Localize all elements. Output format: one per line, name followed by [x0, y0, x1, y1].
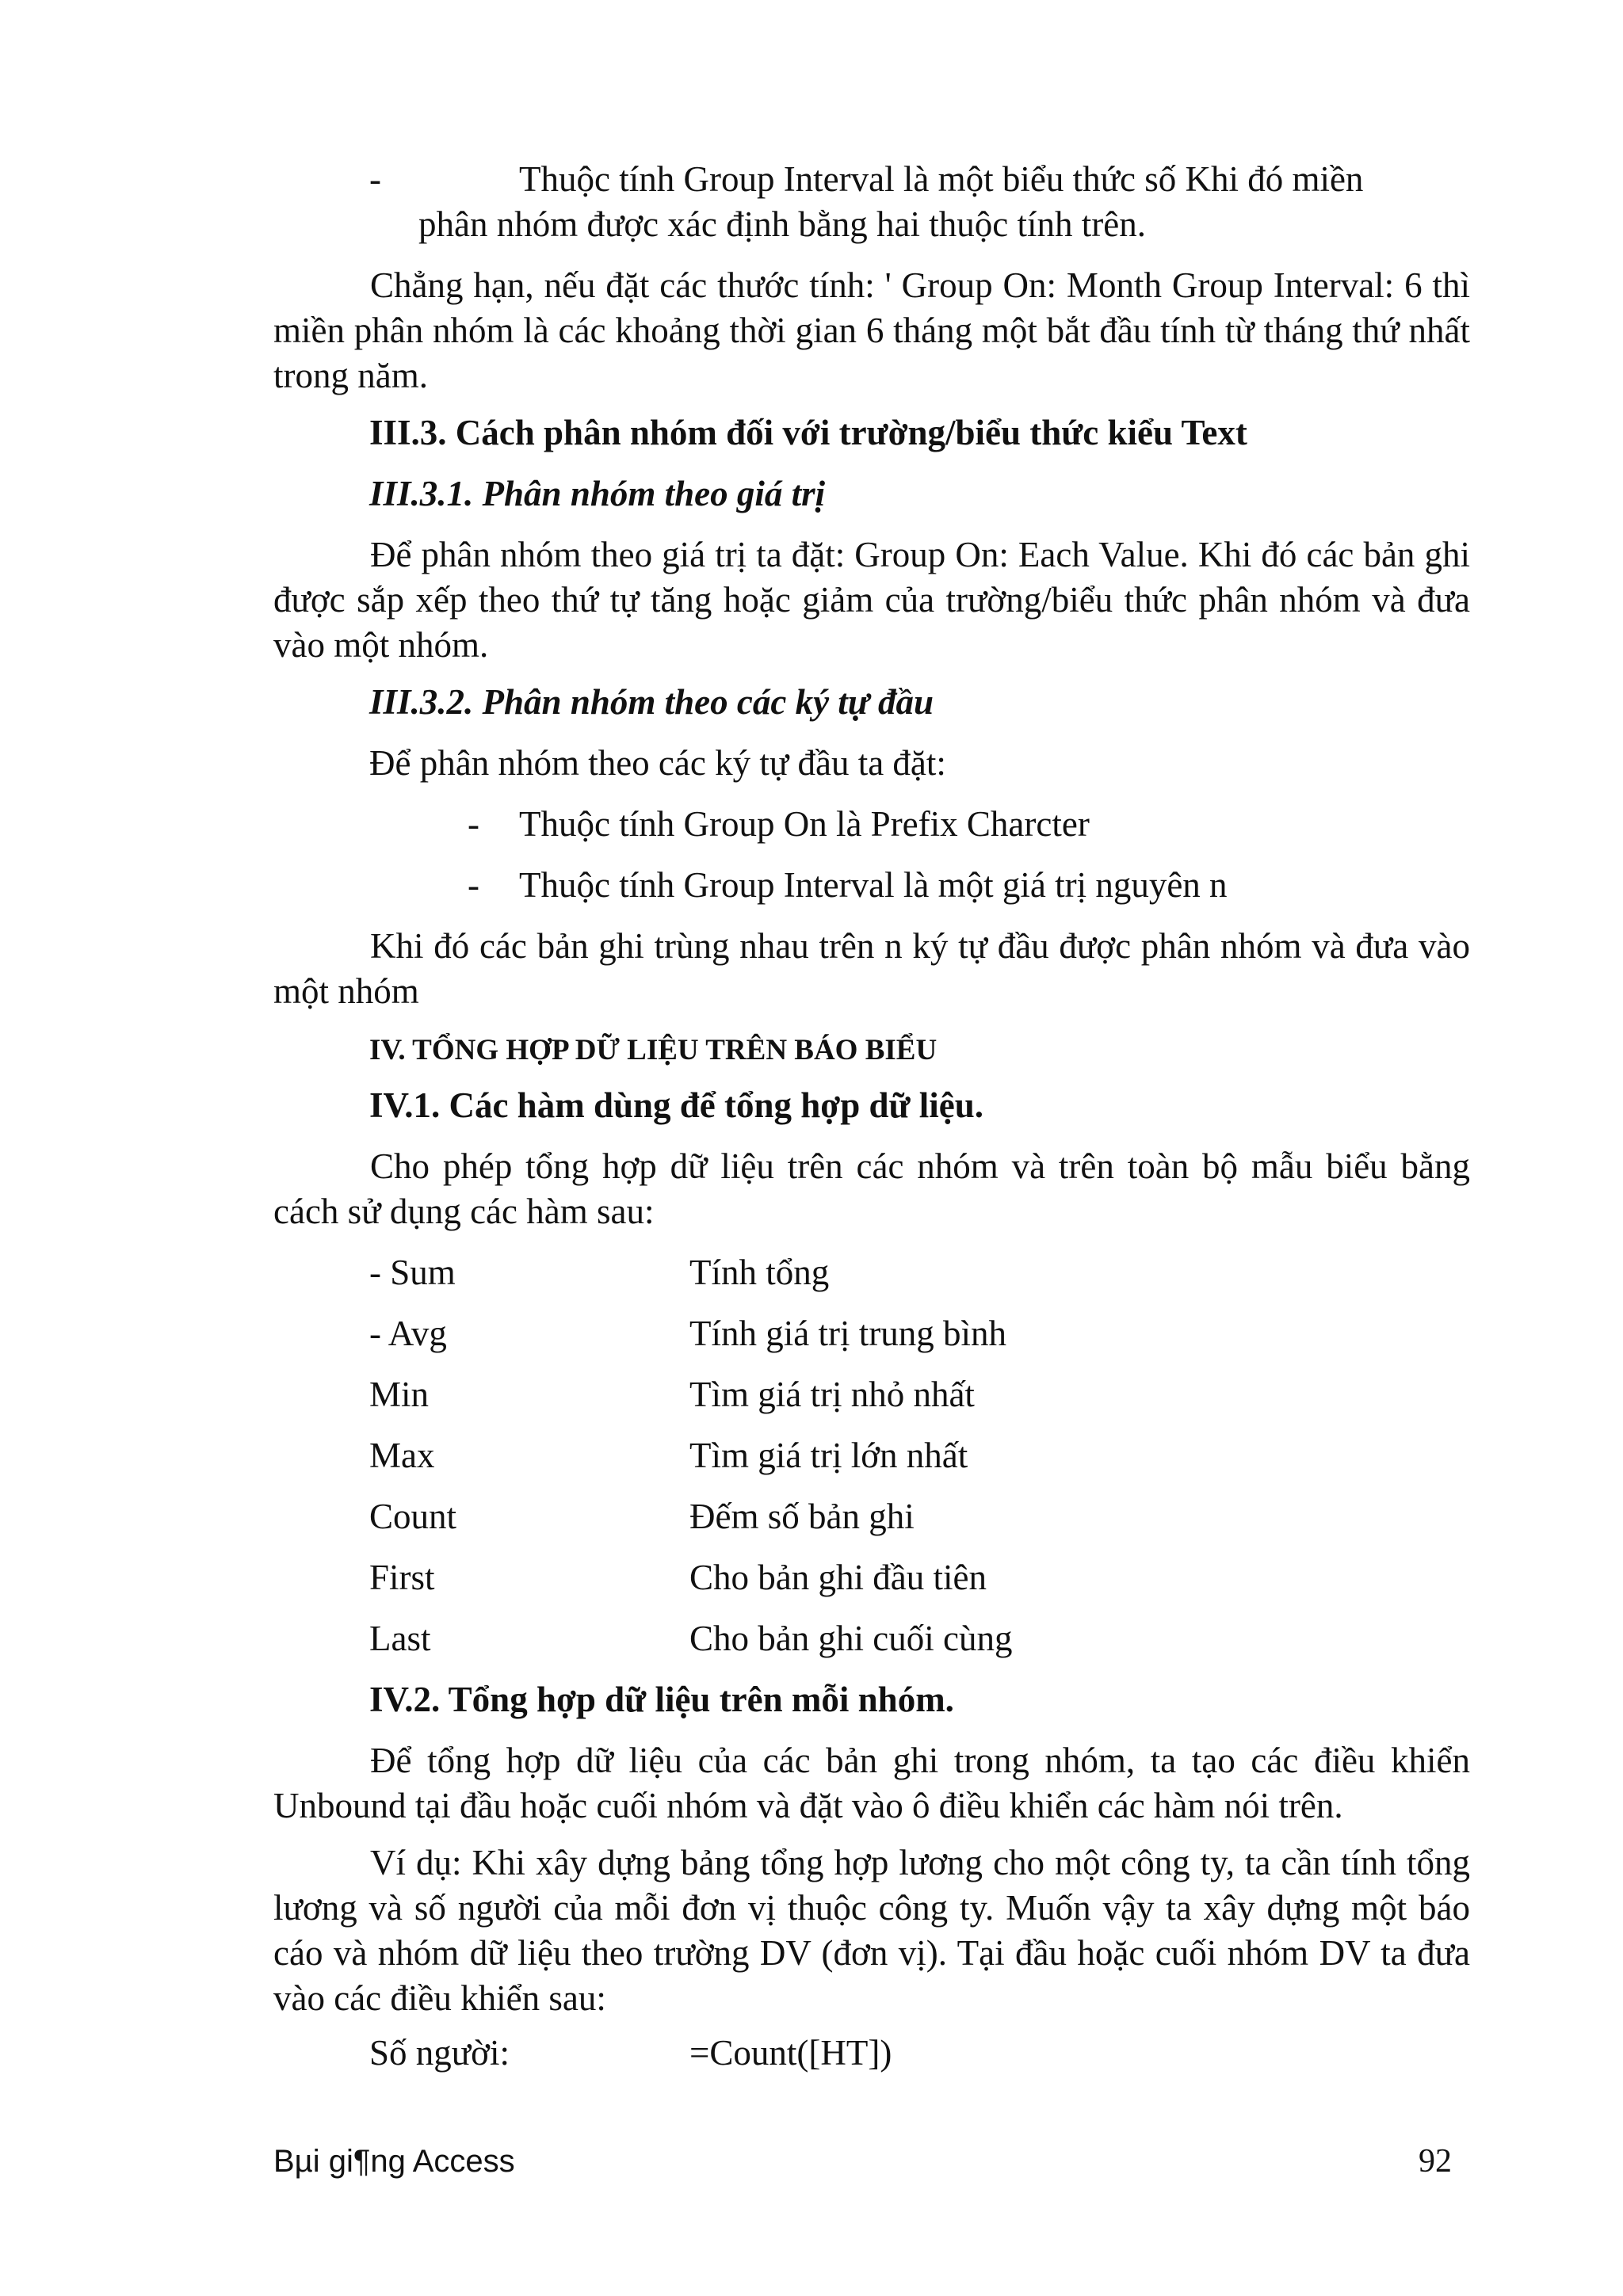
- paragraph-unbound-controls: Để tổng hợp dữ liệu của các bản ghi trong nhóm, ta tạo các điều khiển Unbound tại đầu hoặc cuối nhóm và đặt vào ô điều khiển các hàm nói trên.: [273, 1741, 1470, 1825]
- function-name: - Sum: [369, 1253, 456, 1292]
- function-desc: Tìm giá trị nhỏ nhất: [689, 1375, 975, 1414]
- function-name: Count: [369, 1497, 457, 1536]
- paragraph-functions-intro: Cho phép tổng hợp dữ liệu trên các nhóm và trên toàn bộ mẫu biểu bằng cách sử dụng các hàm sau:: [273, 1146, 1470, 1231]
- paragraph-salary-example: Ví dụ: Khi xây dựng bảng tổng hợp lương cho một công ty, ta cần tính tổng lương và số người của mỗi đơn vị thuộc công ty. Muốn vậy ta xây dựng một báo cáo và nhóm dữ liệu theo trường DV (đơn vị). Tại đầu hoặc cuối nhóm DV ta đưa vào các điều khiển sau:: [273, 1843, 1470, 2018]
- function-desc: Tính giá trị trung bình: [689, 1314, 1006, 1353]
- footer-title: Bµi gi¶ng Access: [273, 2144, 515, 2179]
- page-number: 92: [1419, 2143, 1452, 2180]
- paragraph-prefix-intro: Để phân nhóm theo các ký tự đầu ta đặt:: [369, 743, 946, 783]
- bullet-line-1: Thuộc tính Group Interval là một biểu thức số Khi đó miền: [519, 159, 1364, 199]
- function-desc: Đếm số bản ghi: [689, 1497, 915, 1536]
- function-desc: Cho bản ghi đầu tiên: [689, 1558, 987, 1597]
- function-desc: Tìm giá trị lớn nhất: [689, 1436, 968, 1475]
- paragraph-group-each-value: Để phân nhóm theo giá trị ta đặt: Group On: Each Value. Khi đó các bản ghi được sắp xếp theo thứ tự tăng hoặc giảm của trường/biểu thức phân nhóm và đưa vào một nhóm.: [273, 535, 1470, 665]
- function-name: Min: [369, 1375, 430, 1414]
- bullet-dash: -: [468, 804, 479, 844]
- function-desc: Cho bản ghi cuối cùng: [689, 1619, 1013, 1658]
- heading-iv2: IV.2. Tổng hợp dữ liệu trên mỗi nhóm.: [369, 1680, 954, 1719]
- paragraph-prefix-result: Khi đó các bản ghi trùng nhau trên n ký tự đầu được phân nhóm và đưa vào một nhóm: [273, 926, 1470, 1011]
- bullet-group-on: Thuộc tính Group On là Prefix Charcter: [519, 804, 1090, 844]
- function-name: Max: [369, 1436, 435, 1475]
- bullet-group-interval: Thuộc tính Group Interval là một giá trị nguyên n: [519, 865, 1228, 905]
- function-name: First: [369, 1558, 435, 1597]
- so-nguoi-label: Số người:: [369, 2033, 510, 2073]
- bullet-line-2: phân nhóm được xác định bằng hai thuộc tính trên.: [418, 204, 1146, 244]
- paragraph-example-month: Chẳng hạn, nếu đặt các thước tính: ' Group On: Month Group Interval: 6 thì miền phân nhóm là các khoảng thời gian 6 tháng một bắt đầu tính từ tháng thứ nhất trong năm.: [273, 265, 1470, 395]
- heading-iii32: III.3.2. Phân nhóm theo các ký tự đầu: [369, 682, 934, 722]
- function-desc: Tính tổng: [689, 1253, 830, 1292]
- heading-iv1: IV.1. Các hàm dùng để tổng hợp dữ liệu.: [369, 1085, 984, 1125]
- so-nguoi-expression: =Count([HT]): [689, 2033, 892, 2073]
- heading-iii3: III.3. Cách phân nhóm đối với trường/biểu thức kiểu Text: [369, 413, 1247, 452]
- bullet-dash: -: [468, 865, 479, 905]
- heading-iv: IV. TỔNG HỢP DỮ LIỆU TRÊN BÁO BIỂU: [369, 1034, 938, 1066]
- function-name: Last: [369, 1619, 431, 1658]
- bullet-dash: -: [369, 159, 381, 199]
- function-name: - Avg: [369, 1314, 447, 1353]
- heading-iii31: III.3.1. Phân nhóm theo giá trị: [369, 474, 826, 513]
